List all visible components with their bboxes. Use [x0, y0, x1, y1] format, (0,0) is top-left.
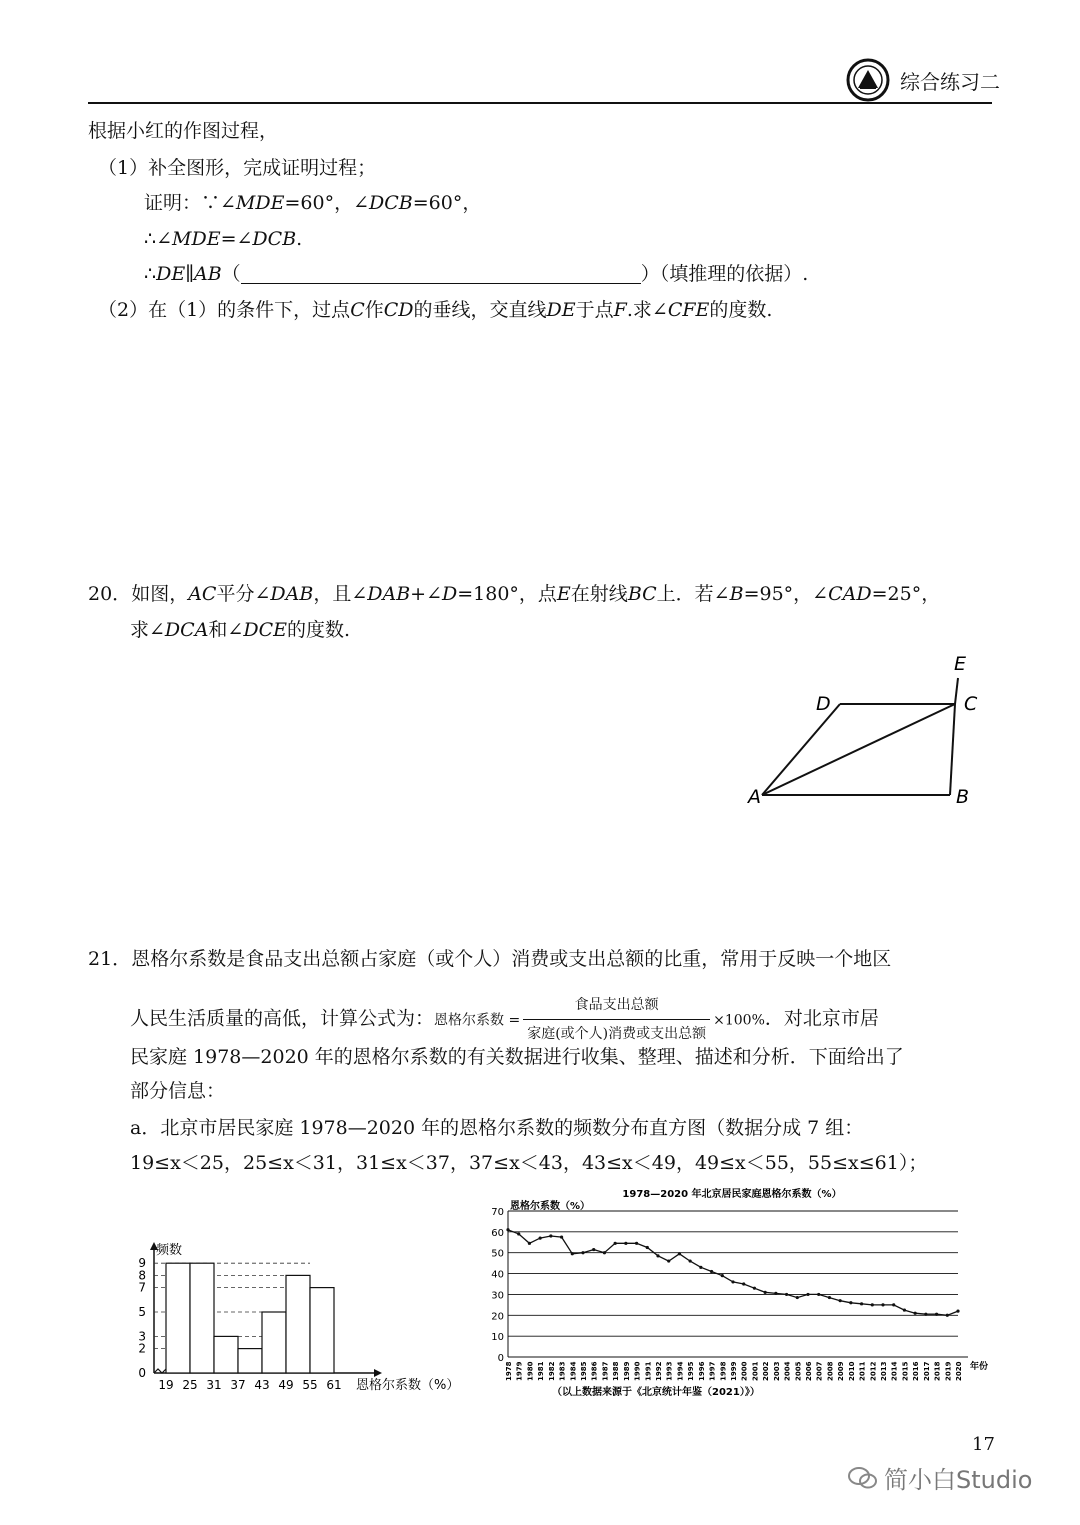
data-point [892, 1303, 895, 1306]
data-point [753, 1287, 756, 1290]
data-point [592, 1248, 595, 1251]
y-tick-label: 50 [491, 1248, 504, 1260]
y-tick-label: 40 [491, 1269, 504, 1281]
data-point [667, 1259, 670, 1262]
data-point [774, 1292, 777, 1295]
x-tick-label: 37 [230, 1378, 246, 1392]
x-tick-label: 2003 [772, 1361, 781, 1381]
x-tick-label: 1980 [526, 1361, 535, 1381]
data-point [839, 1299, 842, 1302]
x-tick-label: 2011 [858, 1361, 867, 1381]
q19-proof-line3: ∴DE∥AB（ ）（填推理的依据）. [144, 263, 809, 285]
histogram-bar [286, 1275, 310, 1373]
q20-geometry-figure [740, 648, 1000, 813]
q21-line6: 19≤x＜25，25≤x＜31，31≤x＜37，37≤x＜43，43≤x＜49，49≤x＜55，55≤x≤61）； [130, 1152, 928, 1174]
x-tick-label: 1994 [676, 1361, 685, 1381]
data-point [614, 1242, 617, 1245]
ray-CE [955, 678, 958, 704]
data-point [635, 1242, 638, 1245]
histogram-bar [166, 1263, 190, 1373]
q20-line1: 20．如图，AC平分∠DAB，且∠DAB+∠D=180°，点E在射线BC上．若∠B=95°，∠CAD=25°， [88, 583, 941, 605]
data-point [721, 1274, 724, 1277]
data-point [603, 1251, 606, 1254]
x-tick-label: 1985 [580, 1361, 588, 1381]
data-point [549, 1234, 552, 1237]
data-point [924, 1313, 927, 1316]
engel-series-line [508, 1230, 958, 1316]
q21-line4: 部分信息： [130, 1080, 226, 1102]
data-point [914, 1312, 917, 1315]
header-rule [88, 102, 992, 104]
x-tick-label: 2012 [869, 1361, 878, 1381]
school-seal-icon [846, 58, 890, 102]
y-tick-label: 7 [138, 1280, 146, 1295]
y-tick-label: 0 [497, 1353, 504, 1364]
x-tick-label: 1987 [601, 1361, 610, 1381]
x-tick-label: 1978 [505, 1361, 513, 1381]
x-tick-label: 1997 [708, 1361, 717, 1381]
data-point [935, 1313, 938, 1316]
y-tick-label: 2 [138, 1341, 146, 1356]
data-point [817, 1293, 820, 1296]
data-point [860, 1302, 863, 1305]
answer-blank[interactable] [241, 263, 641, 284]
histogram-bar [310, 1288, 334, 1373]
x-axis-arrow [374, 1369, 382, 1377]
label-D: D [816, 693, 831, 715]
x-tick-label: 55 [302, 1378, 318, 1392]
q19-part1: （1）补全图形，完成证明过程； [98, 157, 377, 179]
data-point [560, 1235, 563, 1238]
label-A: A [748, 786, 761, 808]
data-point [881, 1303, 884, 1306]
y-tick-label: 20 [491, 1311, 504, 1323]
segment-AC [762, 704, 955, 795]
segment-BC [950, 704, 955, 795]
y-tick-label: 10 [491, 1332, 504, 1344]
q21-line3: 民家庭 1978—2020 年的恩格尔系数的有关数据进行收集、整理、描述和分析．下面给出了 [130, 1046, 904, 1068]
y-tick-label: 5 [138, 1305, 146, 1319]
x-tick-label: 1983 [558, 1361, 567, 1381]
q19-proof-line1: 证明：∵∠MDE=60°，∠DCB=60°， [144, 192, 482, 214]
x-tick-label: 1995 [687, 1361, 696, 1381]
q20-line2: 求∠DCA和∠DCE的度数. [130, 619, 351, 641]
x-tick-label: 1991 [644, 1361, 653, 1381]
data-point [581, 1251, 584, 1254]
x-tick-label: 1999 [730, 1361, 738, 1381]
data-point [849, 1301, 852, 1304]
line-chart-xlabel: 年份 [970, 1362, 989, 1372]
histogram-xlabel: 恩格尔系数（%） [356, 1378, 460, 1393]
header-title: 综合练习二 [900, 70, 1000, 94]
label-E: E [954, 653, 967, 675]
q21-line2: 人民生活质量的高低，计算公式为：恩格尔系数 = $\frac{\text{食品支出总额}}{\text{家庭(或个人)消费或支出总额}}$ ×100%．对北京市居 [130, 992, 879, 1047]
histogram-bar [262, 1312, 286, 1373]
x-tick-label: 2020 [955, 1361, 963, 1381]
data-point [956, 1310, 959, 1313]
line-chart-title: 1978—2020 年北京居民家庭恩格尔系数（%） [622, 1189, 842, 1200]
data-point [656, 1254, 659, 1257]
data-point [539, 1237, 542, 1240]
data-point [624, 1242, 627, 1245]
data-point [785, 1293, 788, 1296]
label-C: C [964, 693, 978, 715]
y-tick-label: 3 [138, 1329, 146, 1344]
x-tick-label: 2008 [826, 1361, 835, 1381]
x-tick-label: 1982 [547, 1361, 556, 1381]
histogram-bar [238, 1349, 262, 1373]
q21-line5: a．北京市居民家庭 1978—2020 年的恩格尔系数的频数分布直方图（数据分成 7 组： [130, 1117, 864, 1139]
y-tick-label: 30 [491, 1290, 504, 1302]
data-point [646, 1246, 649, 1249]
q19-proof-line2: ∴∠MDE=∠DCB. [144, 228, 303, 250]
data-point [699, 1266, 702, 1269]
q21-line1: 21．恩格尔系数是食品支出总额占家庭（或个人）消费或支出总额的比重，常用于反映一个地区 [88, 948, 892, 970]
line-chart-source: （以上数据来源于《北京统计年鉴（2021）》） [552, 1387, 760, 1398]
watermark: 简小白Studio [848, 1460, 1032, 1495]
x-tick-label: 25 [182, 1378, 198, 1392]
engel-line-chart [482, 1185, 1002, 1400]
x-tick-label: 1984 [569, 1361, 578, 1381]
q19-intro: 根据小红的作图过程， [88, 120, 279, 142]
x-tick-label: 2018 [933, 1361, 942, 1381]
x-tick-label: 2009 [837, 1361, 846, 1381]
x-tick-label: 1989 [622, 1361, 631, 1381]
x-tick-label: 19 [158, 1378, 174, 1392]
data-point [764, 1291, 767, 1294]
wechat-icon [848, 1466, 878, 1490]
x-tick-label: 1986 [590, 1361, 599, 1381]
x-tick-label: 61 [326, 1378, 342, 1392]
line-chart-ylabel: 恩格尔系数（%） [510, 1201, 591, 1212]
data-point [796, 1296, 799, 1299]
x-tick-label: 2000 [740, 1361, 749, 1381]
data-point [528, 1242, 531, 1245]
data-point [517, 1232, 520, 1235]
data-point [571, 1252, 574, 1255]
y-tick-label: 60 [491, 1227, 504, 1239]
engel-histogram-chart [130, 1240, 475, 1400]
x-tick-label: 2016 [912, 1361, 921, 1381]
histogram-ylabel: 频数 [156, 1243, 183, 1258]
x-tick-label: 2010 [847, 1361, 856, 1381]
y-tick-label: 9 [138, 1256, 146, 1271]
x-tick-label: 2015 [901, 1361, 910, 1381]
x-tick-label: 2006 [805, 1361, 813, 1381]
header-logo [846, 58, 890, 102]
x-tick-label: 1998 [719, 1361, 728, 1381]
histogram-bar [214, 1336, 238, 1373]
y-tick-label: 0 [138, 1366, 146, 1380]
x-tick-label: 2019 [944, 1361, 953, 1381]
x-tick-label: 1988 [612, 1361, 621, 1381]
data-point [806, 1293, 809, 1296]
data-point [742, 1282, 745, 1285]
x-tick-label: 2002 [762, 1361, 771, 1381]
data-point [678, 1252, 681, 1255]
engel-formula-fraction: $\frac{\text{食品支出总额}}{\text{家庭(或个人)消费或支出总额}}$ [523, 992, 710, 1047]
data-point [731, 1280, 734, 1283]
data-point [946, 1314, 949, 1317]
x-tick-label: 2013 [880, 1361, 888, 1381]
y-tick-label: 8 [138, 1268, 146, 1283]
x-tick-label: 49 [278, 1378, 294, 1392]
x-tick-label: 31 [206, 1378, 222, 1392]
data-point [828, 1296, 831, 1299]
data-point [903, 1308, 906, 1311]
x-tick-label: 2014 [890, 1361, 899, 1381]
histogram-bar [190, 1263, 214, 1373]
label-B: B [956, 786, 970, 808]
x-tick-label: 1993 [665, 1361, 674, 1381]
segment-AD [762, 704, 840, 795]
x-tick-label: 1992 [655, 1361, 663, 1381]
x-tick-label: 1990 [633, 1361, 642, 1381]
data-point [710, 1270, 713, 1273]
x-tick-label: 2001 [751, 1361, 760, 1381]
page-number: 17 [972, 1434, 995, 1455]
x-tick-label: 2005 [794, 1361, 803, 1381]
x-tick-label: 1996 [697, 1361, 706, 1381]
x-tick-label: 2017 [922, 1361, 931, 1381]
q19-part2: （2）在（1）的条件下，过点C作CD的垂线，交直线DE于点F.求∠CFE的度数. [98, 299, 773, 321]
y-tick-label: 70 [491, 1207, 504, 1218]
data-point [506, 1228, 509, 1231]
x-tick-label: 2007 [815, 1361, 824, 1381]
data-point [871, 1303, 874, 1306]
x-tick-label: 43 [254, 1378, 270, 1392]
x-tick-label: 1979 [515, 1361, 524, 1381]
data-point [689, 1259, 692, 1262]
x-tick-label: 1981 [537, 1361, 546, 1381]
x-tick-label: 2004 [783, 1361, 792, 1381]
